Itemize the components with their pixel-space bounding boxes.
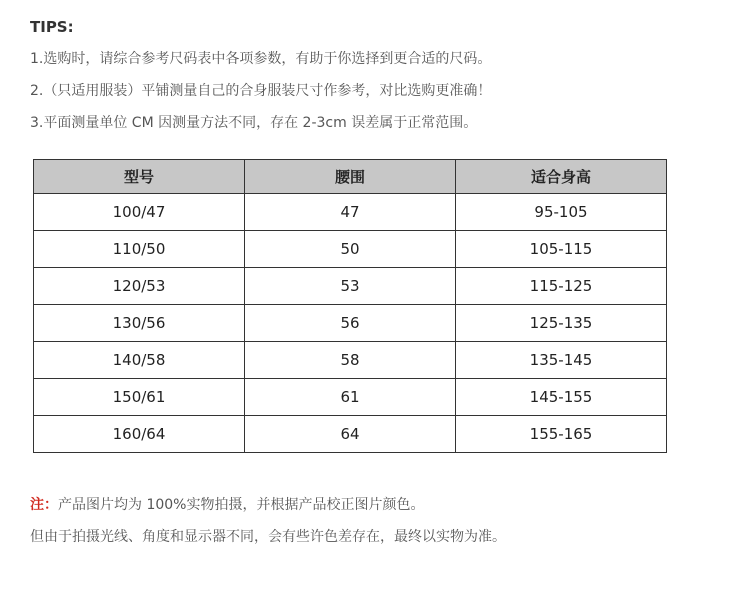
header-model: 型号 [34, 160, 245, 194]
cell-height: 135-145 [456, 342, 667, 379]
note-line-2: 但由于拍摄光线、角度和显示器不同，会有些许色差存在，最终以实物为准。 [30, 529, 506, 545]
cell-height: 125-135 [456, 305, 667, 342]
size-table [33, 159, 667, 453]
cell-waist: 64 [245, 416, 456, 453]
table-row [34, 194, 667, 231]
tip-line-3: 3.平面测量单位 CM 因测量方法不同，存在 2-3cm 误差属于正常范围。 [30, 115, 478, 131]
cell-model: 140/58 [34, 342, 245, 379]
cell-waist: 61 [245, 379, 456, 416]
tip-line-2: 2.（只适用服装）平铺测量自己的合身服装尺寸作参考，对比选购更准确！ [30, 83, 492, 99]
cell-waist: 58 [245, 342, 456, 379]
table-header-row [34, 160, 667, 194]
cell-height: 115-125 [456, 268, 667, 305]
cell-waist: 50 [245, 231, 456, 268]
tip-line-1: 1.选购时，请综合参考尺码表中各项参数，有助于你选择到更合适的尺码。 [30, 51, 492, 67]
note-label: 注： [30, 497, 58, 513]
cell-model: 150/61 [34, 379, 245, 416]
table-row [34, 231, 667, 268]
header-height: 适合身高 [456, 160, 667, 194]
table-row [34, 305, 667, 342]
cell-waist: 53 [245, 268, 456, 305]
table-row [34, 342, 667, 379]
table-row [34, 268, 667, 305]
table-row [34, 379, 667, 416]
cell-waist: 47 [245, 194, 456, 231]
cell-height: 105-115 [456, 231, 667, 268]
cell-height: 145-155 [456, 379, 667, 416]
cell-model: 130/56 [34, 305, 245, 342]
cell-model: 110/50 [34, 231, 245, 268]
header-waist: 腰围 [245, 160, 456, 194]
cell-model: 100/47 [34, 194, 245, 231]
note-text-1: 产品图片均为 100%实物拍摄，并根据产品校正图片颜色。 [58, 497, 425, 513]
cell-height: 155-165 [456, 416, 667, 453]
cell-waist: 56 [245, 305, 456, 342]
note-line-1 [30, 494, 424, 514]
tips-title: TIPS: [30, 18, 74, 36]
cell-model: 160/64 [34, 416, 245, 453]
cell-height: 95-105 [456, 194, 667, 231]
cell-model: 120/53 [34, 268, 245, 305]
table-row [34, 416, 667, 453]
